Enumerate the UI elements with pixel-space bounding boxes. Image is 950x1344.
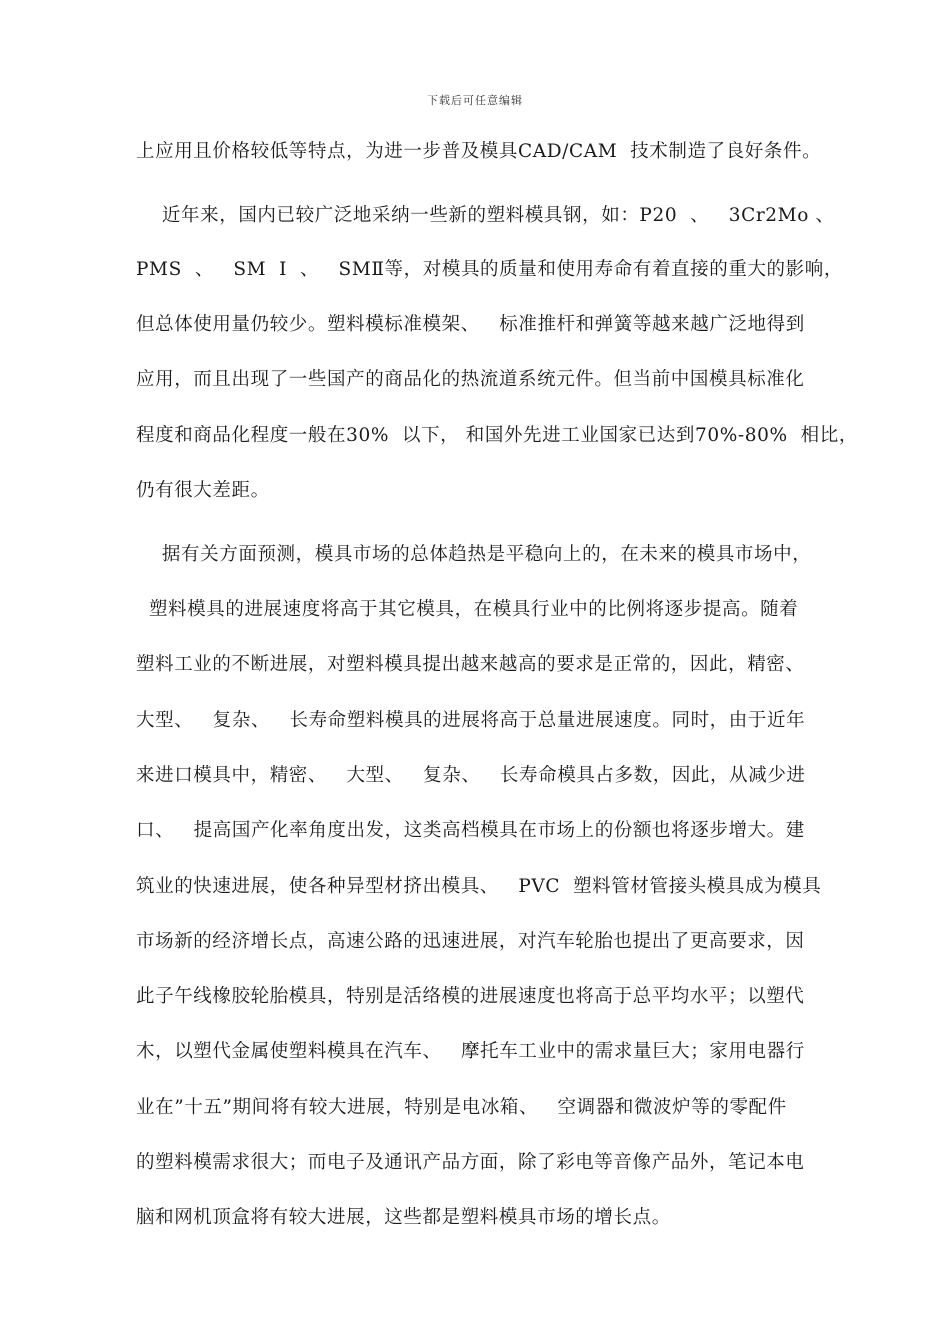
- text-line: 的塑料模需求很大；而电子及通讯产品方面，除了彩电等音像产品外，笔记本电: [136, 1152, 805, 1173]
- text-line: 但总体使用量仍较少。塑料模标准模架、 标准推杆和弹簧等越来越广泛地得到: [136, 314, 805, 335]
- text-line: 程度和商品化程度一般在30% 以下， 和国外先进工业国家已达到70%-80% 相比，: [136, 425, 858, 446]
- text-line: 仍有很大差距。: [136, 480, 270, 501]
- text-line: 口、 提高国产化率角度出发，这类高档模具在市场上的份额也将逐步增大。建: [136, 820, 805, 841]
- text-line: PMS 、 SM Ⅰ 、 SMⅡ等，对模具的质量和使用寿命有着直接的重大的影响，: [136, 259, 843, 280]
- text-line: 大型、 复杂、 长寿命塑料模具的进展将高于总量进展速度。同时，由于近年: [136, 710, 806, 731]
- text-line: 此子午线橡胶轮胎模具，特别是活络模的进展速度也将高于总平均水平；以塑代: [136, 986, 805, 1007]
- text-line: 近年来，国内已较广泛地采纳一些新的塑料模具钢，如：P20 、 3Cr2Mo 、: [136, 205, 835, 226]
- text-line: 塑料工业的不断进展，对塑料模具提出越来越高的要求是正常的，因此，精密、: [136, 654, 805, 675]
- text-line: 脑和网机顶盒将有较大进展，这些都是塑料模具市场的增长点。: [136, 1207, 671, 1228]
- text-line: 木，以塑代金属使塑料模具在汽车、 摩托车工业中的需求量巨大；家用电器行: [136, 1041, 805, 1062]
- text-line: 来进口模具中，精密、 大型、 复杂、 长寿命模具占多数，因此，从减少进: [136, 765, 806, 786]
- text-line: 市场新的经济增长点，高速公路的迅速进展，对汽车轮胎也提出了更高要求，因: [136, 931, 805, 952]
- text-line: 据有关方面预测，模具市场的总体趋热是平稳向上的，在未来的模具市场中，: [136, 544, 812, 565]
- page-header: 下载后可任意编辑: [427, 94, 523, 107]
- text-line: 应用，而且出现了一些国产的商品化的热流道系统元件。但当前中国模具标准化: [136, 369, 805, 390]
- text-line: 上应用且价格较低等特点，为进一步普及模具CAD/CAM 技术制造了良好条件。: [136, 141, 822, 162]
- text-line: 筑业的快速进展，使各种异型材挤出模具、 PVC 塑料管材管接头模具成为模具: [136, 876, 822, 897]
- text-line: 塑料模具的进展速度将高于其它模具，在模具行业中的比例将逐步提高。随着: [136, 599, 799, 620]
- text-line: 业在”十五”期间将有较大进展，特别是电冰箱、 空调器和微波炉等的零配件: [136, 1097, 787, 1118]
